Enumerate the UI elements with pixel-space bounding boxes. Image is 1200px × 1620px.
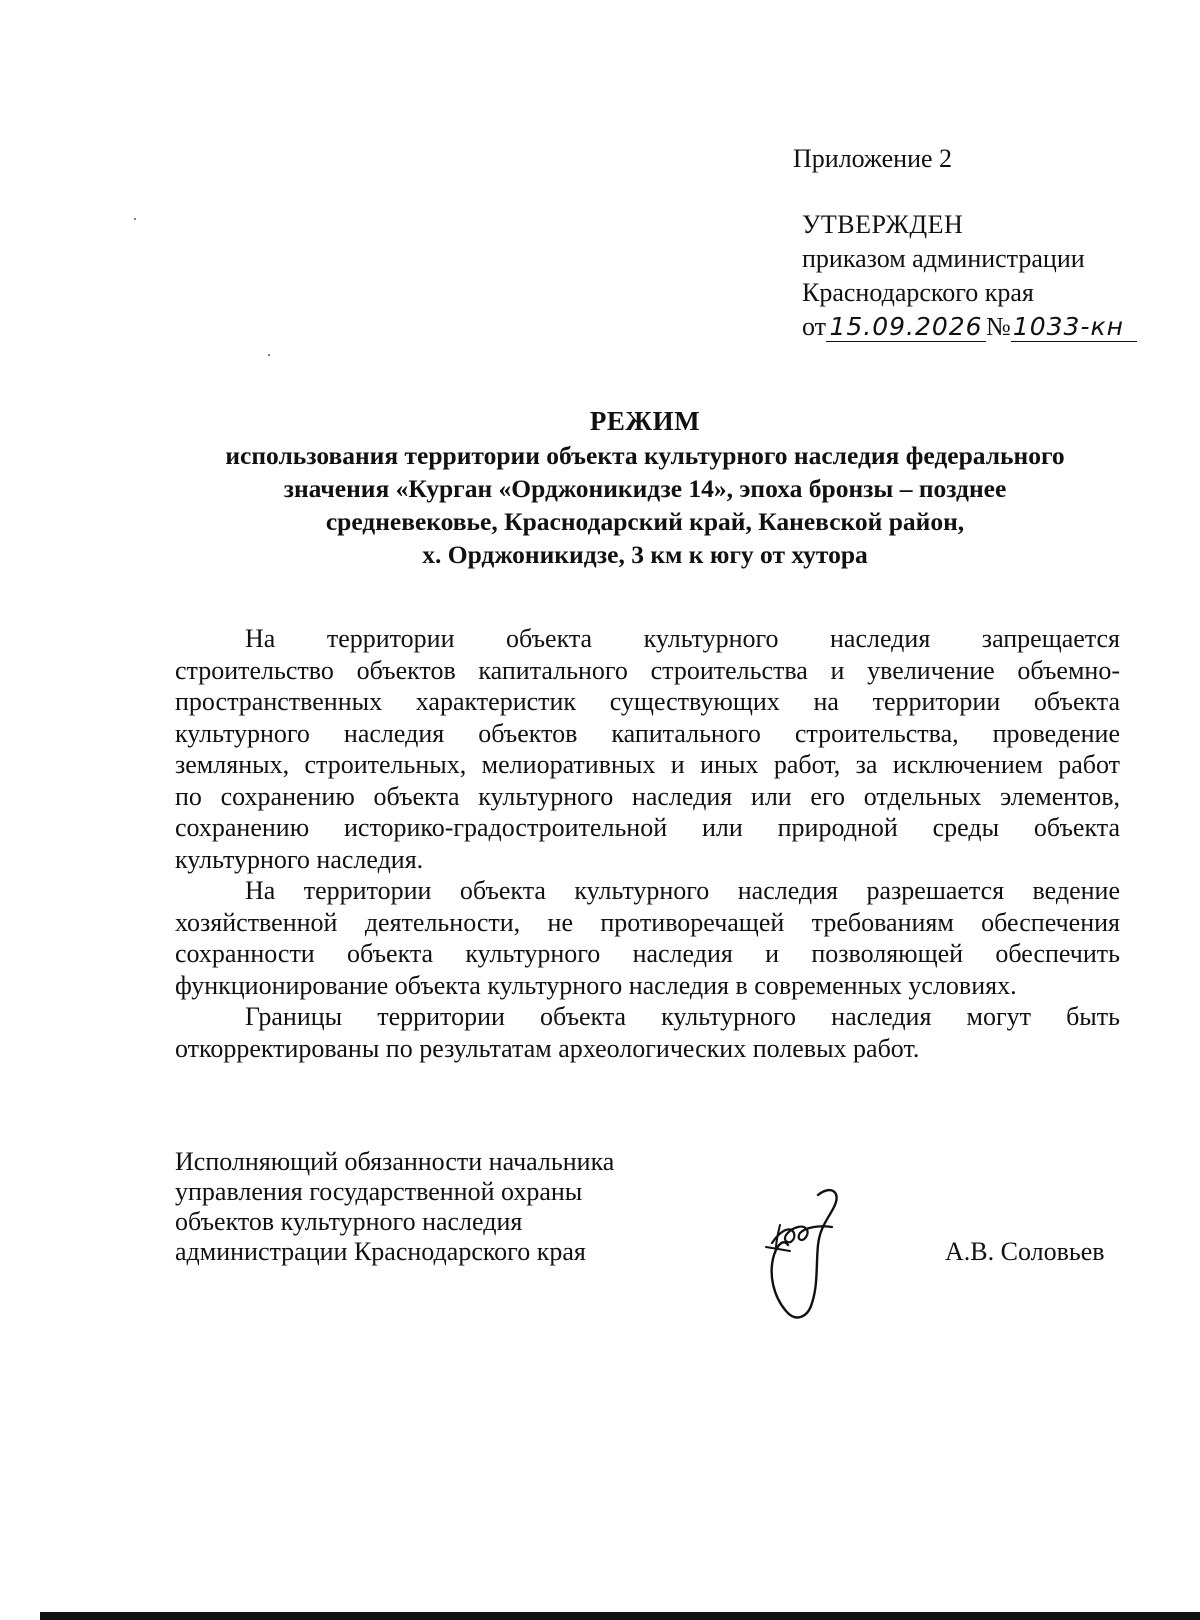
- text-line: строительство объектов капитального строительства и увеличение объемно-: [175, 655, 1120, 685]
- scan-speck: [268, 354, 270, 356]
- body-text: [175, 623, 1120, 1064]
- approved-label: УТВЕРЖДЕН: [802, 210, 964, 239]
- scan-speck: [134, 218, 136, 220]
- text-line: Границы территории объекта культурного наследия могут быть: [245, 1002, 1120, 1031]
- text-line: земляных, строительных, мелиоративных и иных работ, за исключением работ: [175, 750, 1120, 779]
- handwritten-signature: [760, 1185, 870, 1335]
- order-reference: [802, 310, 1137, 344]
- text-line: На территории объекта культурного наследия разрешается ведение: [245, 876, 1120, 905]
- position-line: администрации Краснодарского края: [175, 1237, 586, 1266]
- signer-name: А.В. Соловьев: [945, 1237, 1105, 1266]
- signatory-position: [175, 1147, 614, 1267]
- paragraph-3: [175, 1001, 1120, 1064]
- position-line: объектов культурного наследия: [175, 1207, 523, 1236]
- position-line: Исполняющий обязанности начальника: [175, 1147, 615, 1176]
- order-number: 1033-кн: [1011, 313, 1137, 342]
- order-line-2: Краснодарского края: [802, 278, 1034, 307]
- order-date: 15.09.2026: [826, 313, 986, 342]
- text-line: хозяйственной деятельности, не противоречащей требованиям обеспечения: [175, 907, 1120, 937]
- order-line-1: приказом администрации: [802, 244, 1085, 273]
- paragraph-1: [175, 623, 1120, 875]
- title-line: средневековье, Краснодарский край, Каневской район,: [325, 507, 965, 536]
- title-line: значения «Курган «Орджоникидзе 14», эпоха бронзы – позднее: [283, 474, 1007, 503]
- text-line: культурного наследия объектов капитального строительства, проведение: [175, 718, 1120, 748]
- from-label: от: [802, 312, 827, 341]
- text-line: культурного наследия.: [175, 844, 424, 874]
- text-line: по сохранению объекта культурного наследия или его отдельных элементов,: [175, 781, 1120, 811]
- position-line: управления государственной охраны: [175, 1177, 583, 1206]
- title-main: РЕЖИМ: [589, 406, 701, 436]
- number-label: №: [986, 312, 1011, 341]
- text-line: На территории объекта культурного наследия запрещается: [245, 624, 1120, 653]
- paragraph-2: [175, 875, 1120, 1001]
- text-line: сохранности объекта культурного наследия и позволяющей обеспечить: [175, 939, 1120, 968]
- text-line: функционирование объекта культурного наследия в современных условиях.: [175, 970, 1017, 1000]
- title-line: использования территории объекта культурного наследия федерального: [225, 441, 1065, 470]
- text-line: откорректированы по результатам археологических полевых работ.: [175, 1033, 920, 1063]
- text-line: пространственных характеристик существующих на территории объекта: [175, 687, 1120, 716]
- document-title: [160, 405, 1130, 571]
- text-line: сохранению историко-градостроительной или природной среды объекта: [175, 813, 1120, 842]
- title-line: х. Орджоникидзе, 3 км к югу от хутора: [422, 540, 868, 569]
- scan-edge-bar: [40, 1612, 1200, 1620]
- appendix-label: Приложение 2: [793, 144, 953, 173]
- approval-block: [802, 208, 1137, 344]
